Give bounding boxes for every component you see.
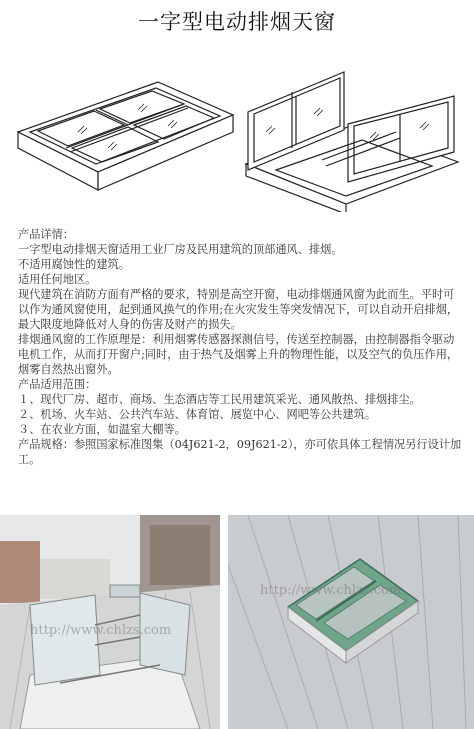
details-paragraph: 排烟通风窗的工作原理是：利用烟雾传感器探测信号，传送至控制器，由控制器指令驱动电机工作，从而打开窗户;同时，由于热气及烟雾上升的物理性能，以及空气的负压作用，烟雾自然热出窗外。 — [18, 333, 459, 376]
details-paragraph: 现代建筑在消防方面有严格的要求，特别是高空开窗，电动排烟通风窗为此而生。平时可以作为通风窗使用，起到通风换气的作用;在火灾发生等突发情况下，可以自动开启排烟，最大限度地降低对人身的伤害及财产的损失。 — [18, 288, 459, 331]
details-line: 一字型电动排烟天窗适用工业厂房及民用建筑的顶部通风、排烟。 — [18, 243, 343, 256]
details-line: 不适用腐蚀性的建筑。 — [18, 258, 130, 271]
scope-heading: 产品适用范围： — [18, 378, 97, 391]
page-title: 一字型电动排烟天窗 — [138, 10, 336, 34]
product-details — [18, 227, 464, 467]
photo-closed-skylight — [228, 515, 474, 729]
details-line: 适用任何地区。 — [18, 273, 97, 286]
photo-watermark: http://www.chlzs.com — [30, 623, 172, 638]
spec-line: 产品规格：参照国家标准图集（04J621-2，09J621-2），亦可依具体工程情况另行设计加工。 — [18, 438, 462, 466]
photo-open-skylight-image — [0, 515, 220, 729]
scope-item: ３、在农业方面，如温室大棚等。 — [18, 423, 186, 436]
details-heading: 产品详情： — [18, 228, 74, 241]
scope-item: ２、机场、火车站、公共汽车站、体育馆、展览中心、网吧等公共建筑。 — [18, 408, 377, 421]
closed-window-drawing — [8, 60, 240, 210]
photo-watermark: http://www.chlzs.com — [260, 583, 402, 598]
scope-item: １、现代厂房、超市、商场、生态酒店等工民用建筑采光、通风散热、排烟排尘。 — [18, 393, 421, 406]
photo-open-skylight — [0, 515, 220, 729]
photo-closed-skylight-image — [228, 515, 474, 729]
open-window-drawing — [236, 52, 466, 212]
